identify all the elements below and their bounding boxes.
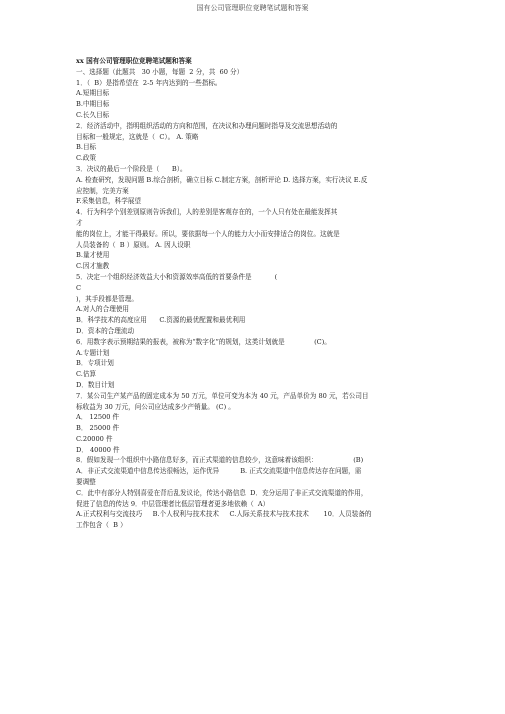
text-line: C.20000 件: [76, 434, 113, 443]
text-line: 目标和一般规定，这就是（ C）。 A. 策略: [76, 132, 199, 141]
text-line: B.目标: [76, 143, 97, 152]
text-line: B．科学技术的高度应用 C.资源的最优配置和最优利用: [76, 316, 246, 325]
text-line: 才: [76, 218, 83, 227]
text-line: 应控制，完美方案: [76, 186, 129, 195]
text-line: 4．行为科学个别差别原则告诉我们，人的差别是客观存在的，一个人只有处在最能发挥其: [76, 208, 338, 217]
text-line: D． 40000 件: [76, 445, 120, 454]
text-line: A. 检查研究，发现问题 B.综合剖析，确立目标 C.制定方案，剖析评论 D. 选择方案，实行决议 E.反: [76, 175, 368, 184]
text-line: 能的岗位上，才能干得最好。所以，要依据每一个人的能力大小而安排适合的岗位。这就是: [76, 229, 340, 238]
text-line: D．资本的合理流动: [76, 326, 135, 335]
document-title: xx 国有公司管理职位竞聘笔试题和答案: [76, 57, 192, 65]
text-line: 工作包含（ B ）: [76, 521, 127, 530]
text-line: 一、选择题（此题共 30 小题，每题 2 分，共 60 分）: [76, 67, 244, 76]
text-line: B.量才使用: [76, 251, 110, 260]
text-line: D．数目计划: [76, 380, 115, 389]
text-line: 7．某公司生产某产品的固定成本为 50 万元，单位可变为本为 40 元，产品单价为 80 元，若公司目: [76, 391, 369, 400]
page-header: 国有公司管理职位竞聘笔试题和答案: [196, 4, 309, 12]
text-line: C.因才施教: [76, 262, 110, 271]
text-line: A.正式权利与交流技巧 B.个人权利与技术技术 C.人际关系技术与技术技术 10．人员装备的: [76, 510, 372, 519]
text-line: 8．假如发现一个组织中小路信息好多，而正式渠道的信息较少，这意味着该组织： (B): [76, 456, 364, 465]
text-line: A．非正式交流渠道中信息传达很畅达，运作优异 B. 正式交流渠道中信息传达存在问题，需: [76, 467, 362, 476]
text-line: A.专题计划: [76, 348, 110, 357]
text-line: B.中期目标: [76, 100, 110, 109]
text-line: A.对人的合理使用: [76, 305, 130, 314]
text-line: F.采集信息，科学展望: [76, 197, 141, 206]
text-line: )，其手段都是管理。: [76, 294, 138, 303]
text-line: A． 12500 件: [76, 413, 120, 422]
text-line: 2．经济活动中，指明组织活动的方向和范围，在决议和办理问题时指导及交流思想活动的: [76, 121, 338, 130]
document-body: [76, 56, 428, 531]
text-line: C．此中有部分人特别喜爱在背后乱发议论，传达小路信息 D．充分运用了非正式交流渠道的作用，: [76, 488, 368, 497]
text-line: 3．决议的最后一个阶段是（ B）。: [76, 164, 187, 173]
text-line: 5．决定一个组织经济效益大小和资源效率高低的首要条件是 (: [76, 272, 278, 281]
text-line: 要调整: [76, 478, 96, 487]
text-line: A.短期目标: [76, 89, 110, 98]
text-line: 人员装备的（ B ）原则。 A. 因人设职: [76, 240, 191, 249]
text-line: 6．用数字表示预期结果的报表，被称为“数字化”的规划，这类计划就是 (C)。: [76, 337, 331, 346]
text-line: 促进了信息的传达 9．中层管理者比低层管理者更多地依赖（ A）: [76, 499, 270, 508]
text-line: C.估算: [76, 370, 97, 379]
text-line: 1．（ B）是指希望在 2-5 年内达到的一些指标。: [76, 78, 222, 87]
text-line: C: [76, 283, 82, 292]
text-line: B．专项计划: [76, 359, 114, 368]
text-line: B． 25000 件: [76, 424, 120, 433]
text-line: C.长久目标: [76, 110, 110, 119]
text-line: C.政策: [76, 154, 97, 163]
text-line: 标收益为 30 万元，问公司应达成多少产销量。 (C) 。: [76, 402, 235, 411]
